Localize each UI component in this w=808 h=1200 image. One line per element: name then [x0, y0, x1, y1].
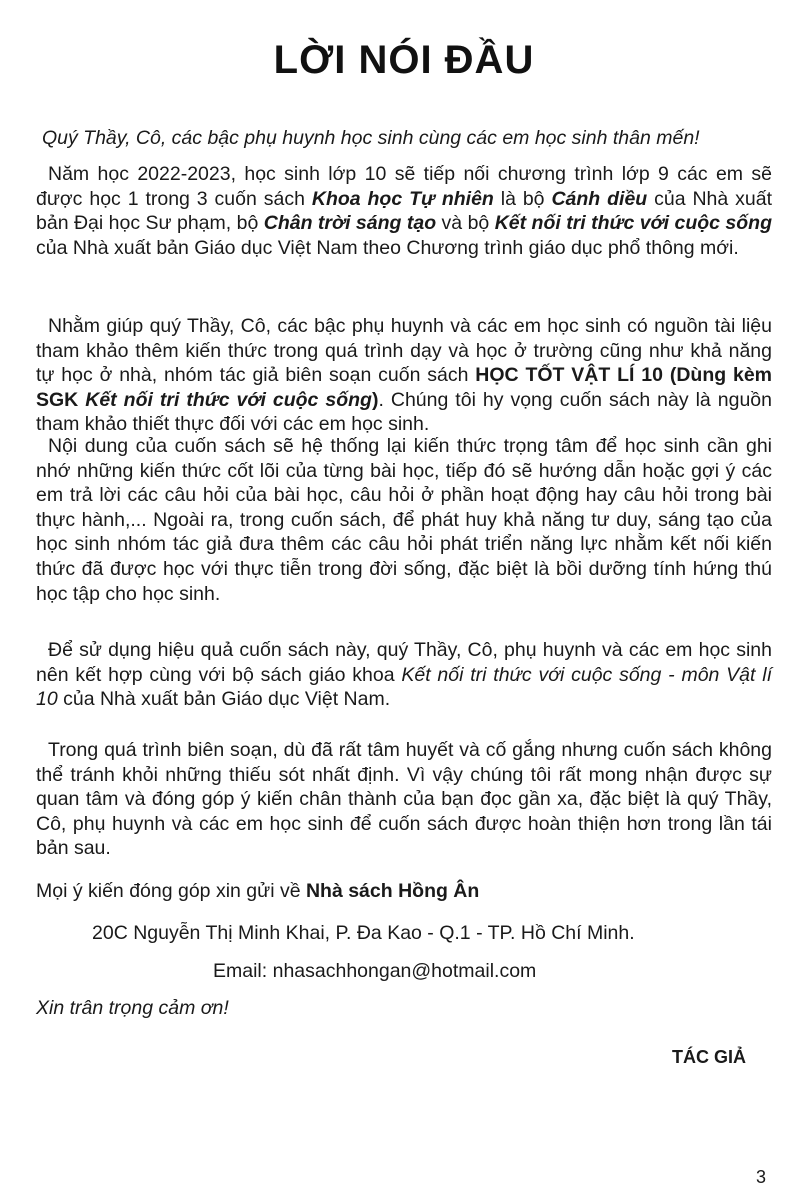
publisher-name: Nhà sách Hồng Ân: [305, 880, 480, 902]
paragraph-3: Nội dung của cuốn sách sẽ hệ thống lại kiến thức trọng tâm để học sinh cần ghi nhớ những kiến thức cốt lõi của từng bài học, tiếp đó sẽ hướng dẫn hoặc gợi ý các em trả lời các câu hỏi của bài học, câu hỏi ở phần hoạt động hay câu hỏi trong bài thực hành,... Ngoài ra, trong cuốn sách, để phát huy khả năng tư duy, sáng tạo của học sinh nhóm tác giả đưa thêm các câu hỏi phát triển năng lực nhằm kết nối kiến thức đã được học với thực tiễn trong đời sống, đặc biệt là bồi dưỡng tính hứng thú học tập cho học sinh.: [36, 435, 772, 605]
author-signature: TÁC GIẢ: [672, 1047, 746, 1067]
book-chan-troi-sang-tao: Chân trời sáng tạo: [263, 212, 437, 235]
closing-thanks: Xin trân trọng cảm ơn!: [36, 997, 229, 1019]
contact-line: [36, 880, 479, 903]
book-khoa-hoc-tu-nhien: Khoa học Tự nhiên: [311, 187, 494, 210]
paragraph-1-text-3: của Nhà xuất bản Đại học Sư phạm, bộ: [36, 187, 773, 235]
paragraph-2-text-1: Nhằm giúp quý Thầy, Cô, các bậc phụ huynh và các em học sinh có nguồn tài liệu tham khảo thêm kiến thức trong quá trình dạy và học ở trường cũng như khả năng tự học ở nhà, nhóm tác giả biên soạn cuốn sách: [36, 315, 772, 387]
paragraph-1-text-1: Năm học 2022-2023, học sinh lớp 10 sẽ tiếp nối chương trình lớp 9 các em sẽ được học 1 trong 3 cuốn sách: [36, 163, 772, 210]
paragraph-5: Trong quá trình biên soạn, dù đã rất tâm huyết và cố gắng nhưng cuốn sách không thể tránh khỏi những thiếu sót nhất định. Vì vậy chúng tôi rất mong nhận được sự quan tâm và đóng góp ý kiến chân thành của bạn đọc gần xa, đặc biệt là quý Thầy, Cô, phụ huynh và các em học sinh để cuốn sách được hoàn thiện hơn trong lần tái bản sau.: [36, 739, 772, 860]
paragraph-2-text-2: . Chúng tôi hy vọng cuốn sách này là nguồn tham khảo thiết thực đối với các em học sinh.: [36, 388, 772, 436]
contact-prefix: Mọi ý kiến đóng góp xin gửi về: [36, 880, 306, 902]
paragraph-4-text-1: Để sử dụng hiệu quả cuốn sách này, quý Thầy, Cô, phụ huynh và các em học sinh nên kết hợp cùng với bộ sách giáo khoa: [36, 639, 772, 686]
paragraph-4-text-2: của Nhà xuất bản Giáo dục Việt Nam.: [57, 688, 391, 711]
paragraph-4: [36, 638, 772, 712]
paragraph-1: [36, 162, 772, 260]
book-title-hoc-tot-vat-li: HỌC TỐT VẬT LÍ 10: [475, 364, 663, 387]
page-title: LỜI NÓI ĐẦU: [273, 38, 535, 82]
paragraph-1-text-5: của Nhà xuất bản Giáo dục Việt Nam theo Chương trình giáo dục phổ thông mới.: [36, 236, 739, 259]
publisher-address: 20C Nguyễn Thị Minh Khai, P. Đa Kao - Q.1 - TP. Hồ Chí Minh.: [92, 922, 635, 944]
book-subtitle-suffix: ): [371, 388, 379, 411]
textbook-name: Kết nối tri thức với cuộc sống - môn Vật lí 10: [36, 663, 772, 711]
paragraph-1-text-2: là bộ: [493, 187, 552, 210]
book-subtitle-series: Kết nối tri thức với cuộc sống: [85, 388, 372, 411]
greeting: Quý Thầy, Cô, các bậc phụ huynh học sinh cùng các em học sinh thân mến!: [42, 127, 700, 149]
paragraph-2: [36, 314, 772, 437]
book-ket-noi-tri-thuc: Kết nối tri thức với cuộc sống: [494, 212, 773, 235]
publisher-email: Email: nhasachhongan@hotmail.com: [213, 960, 537, 982]
paragraph-1-text-4: và bộ: [436, 212, 495, 235]
book-subtitle-prefix: (Dùng kèm SGK: [36, 364, 773, 411]
page-number: 3: [755, 1167, 766, 1187]
book-canh-dieu: Cánh diều: [551, 187, 648, 210]
